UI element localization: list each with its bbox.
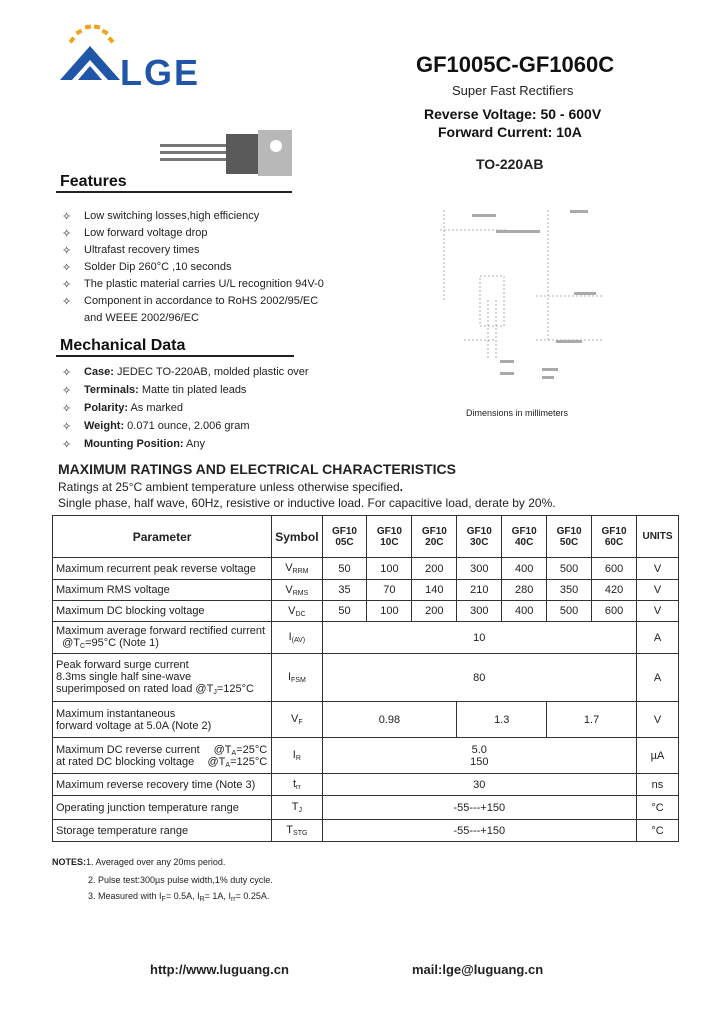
header-gf1005c: GF10 05C (322, 516, 367, 558)
table-row-vrms (53, 580, 679, 601)
lge-logo-icon (56, 20, 126, 90)
param-cell: Peak forward surge current 8.3ms single half sine-wave superimposed on rated load $@T_J=125^\circ C$ (53, 654, 272, 702)
package-type: TO-220AB (476, 156, 544, 172)
param-cell: Maximum RMS voltage (53, 580, 272, 601)
mechanical-underline (56, 355, 294, 357)
symbol-cell: $t_{rr}$ (272, 774, 322, 796)
value-cell: 100 (367, 601, 412, 622)
ratings-heading: MAXIMUM RATINGS AND ELECTRICAL CHARACTERISTICS (58, 461, 456, 477)
value-cell: 600 (592, 601, 637, 622)
ratings-condition-1: Ratings at 25°C ambient temperature unless otherwise specified. (58, 480, 403, 494)
symbol-cell: $I_R$ (272, 738, 322, 774)
mechanical-heading: Mechanical Data (60, 337, 186, 354)
value-cell: 210 (457, 580, 502, 601)
param-cell: Maximum DC reverse current $@T_A=25^\circ C$ at rated DC blocking voltage $@T_A=125^\circ C$ (53, 738, 272, 774)
value-cell: 50 (322, 601, 367, 622)
dimensions-caption: Dimensions in millimeters (466, 408, 569, 418)
symbol-cell: $V_{RMS}$ (272, 580, 322, 601)
device-description: Super Fast Rectifiers (452, 83, 574, 98)
param-cell: Operating junction temperature range (53, 796, 272, 820)
value-cell: 400 (502, 558, 547, 580)
note-2: 2. Pulse test:300µs pulse width,1% duty cycle. (88, 875, 273, 885)
reverse-voltage-spec: Reverse Voltage: 50 - 600V (424, 106, 602, 122)
bullet-icon: ✧ (62, 439, 72, 451)
mechanical-list: ✧ Case: JEDEC TO-220AB, molded plastic over ✧ Terminals: Matte tin plated leads ✧ Polarity: As marked ✧ Weight: 0.071 ounce, 2.006 gram ✧ Mounting Position: Any (62, 366, 309, 451)
unit-cell: °C (636, 820, 678, 842)
value-cell: 300 (457, 558, 502, 580)
unit-cell: A (636, 654, 678, 702)
footer-website-link[interactable]: http://www.luguang.cn (150, 962, 289, 977)
table-row-tj (53, 796, 679, 820)
value-cell: -55---+150 (322, 796, 636, 820)
value-cell: 140 (412, 580, 457, 601)
header-gf1030c: GF10 30C (457, 516, 502, 558)
symbol-cell: $V_{RRM}$ (272, 558, 322, 580)
value-cell: 1.7 (547, 702, 637, 738)
symbol-cell: $I_{(AV)}$ (272, 622, 322, 654)
header-parameter: Parameter (53, 516, 272, 558)
value-cell: 400 (502, 601, 547, 622)
note-1: NOTES:1. Averaged over any 20ms period. (52, 857, 226, 867)
unit-cell: V (636, 601, 678, 622)
value-cell: 1.3 (457, 702, 547, 738)
unit-cell: V (636, 702, 678, 738)
header-gf1010c: GF10 10C (367, 516, 412, 558)
features-list: ✧ Low switching losses,high efficiency ✧ Low forward voltage drop ✧ Ultrafast recovery times ✧ Solder Dip 260°C ,10 seconds ✧ The plastic material carries U/L recognition 94V-0 ✧ Component in accordance to RoHS 2002/95/EC and WEEE 2002/96/EC (62, 210, 324, 324)
value-cell: 35 (322, 580, 367, 601)
param-cell: Maximum instantaneous forward voltage at 5.0A (Note 2) (53, 702, 272, 738)
header-gf1020c: GF10 20C (412, 516, 457, 558)
value-cell: 30 (322, 774, 636, 796)
table-row-vf (53, 702, 679, 738)
bullet-icon: ✧ (62, 279, 72, 291)
ratings-table (52, 515, 679, 842)
value-cell: 280 (502, 580, 547, 601)
header-gf1040c: GF10 40C (502, 516, 547, 558)
symbol-cell: $V_F$ (272, 702, 322, 738)
unit-cell: V (636, 558, 678, 580)
symbol-cell: $I_{FSM}$ (272, 654, 322, 702)
value-cell: 300 (457, 601, 502, 622)
param-cell: Maximum DC blocking voltage (53, 601, 272, 622)
param-cell: Maximum reverse recovery time (Note 3) (53, 774, 272, 796)
table-row-ifsm (53, 654, 679, 702)
param-cell: Storage temperature range (53, 820, 272, 842)
table-row-trr (53, 774, 679, 796)
value-cell: 70 (367, 580, 412, 601)
table-row-tstg (53, 820, 679, 842)
value-cell: 420 (592, 580, 637, 601)
table-header-row (53, 516, 679, 558)
bullet-icon: ✧ (62, 245, 72, 257)
value-cell: 0.98 (322, 702, 457, 738)
header-units: UNITS (636, 516, 678, 558)
ratings-condition-2: Single phase, half wave, 60Hz, resistive or inductive load. For capacitive load, derate by 20%. (58, 496, 556, 510)
bullet-icon: ✧ (62, 385, 72, 397)
value-cell: 350 (547, 580, 592, 601)
table-row-ir (53, 738, 679, 774)
symbol-cell: $V_{DC}$ (272, 601, 322, 622)
value-cell: 500 (547, 601, 592, 622)
value-cell: 600 (592, 558, 637, 580)
dimension-drawing (436, 200, 606, 390)
value-cell: -55---+150 (322, 820, 636, 842)
header-gf1060c: GF10 60C (592, 516, 637, 558)
bullet-icon: ✧ (62, 262, 72, 274)
table-row-ifav (53, 622, 679, 654)
unit-cell: °C (636, 796, 678, 820)
table-row-vrrm (53, 558, 679, 580)
value-cell: 80 (322, 654, 636, 702)
brand-name: LGE (120, 52, 201, 93)
bullet-icon: ✧ (62, 211, 72, 223)
to220-package-image (160, 118, 300, 188)
header-gf1050c: GF10 50C (547, 516, 592, 558)
symbol-cell: $T_J$ (272, 796, 322, 820)
unit-cell: µA (636, 738, 678, 774)
unit-cell: V (636, 580, 678, 601)
unit-cell: ns (636, 774, 678, 796)
value-cell: 500 (547, 558, 592, 580)
symbol-cell: $T_{STG}$ (272, 820, 322, 842)
value-cell: 200 (412, 558, 457, 580)
value-cell: 50 (322, 558, 367, 580)
features-underline (56, 191, 292, 193)
bullet-icon: ✧ (62, 421, 72, 433)
features-heading: Features (60, 173, 127, 190)
footer-email-link[interactable]: mail:lge@luguang.cn (412, 962, 544, 977)
param-cell: Maximum recurrent peak reverse voltage (53, 558, 272, 580)
value-cell: 200 (412, 601, 457, 622)
part-range-title: GF1005C-GF1060C (416, 52, 615, 77)
note-3: 3. Measured with $I_F= 0.5A$, $I_R= 1A$, $I_{rr}= 0.25A$. (88, 891, 270, 903)
param-cell: Maximum average forward rectified current $@T_C=95^\circ C$ (Note 1) (53, 622, 272, 654)
value-cell: 5.0 150 (322, 738, 636, 774)
table-row-vdc (53, 601, 679, 622)
bullet-icon: ✧ (62, 403, 72, 415)
bullet-icon: ✧ (62, 367, 72, 379)
forward-current-spec: Forward Current: 10A (438, 124, 582, 140)
value-cell: 100 (367, 558, 412, 580)
header-symbol: Symbol (272, 516, 322, 558)
unit-cell: A (636, 622, 678, 654)
bullet-icon: ✧ (62, 296, 72, 308)
value-cell: 10 (322, 622, 636, 654)
bullet-icon: ✧ (62, 228, 72, 240)
